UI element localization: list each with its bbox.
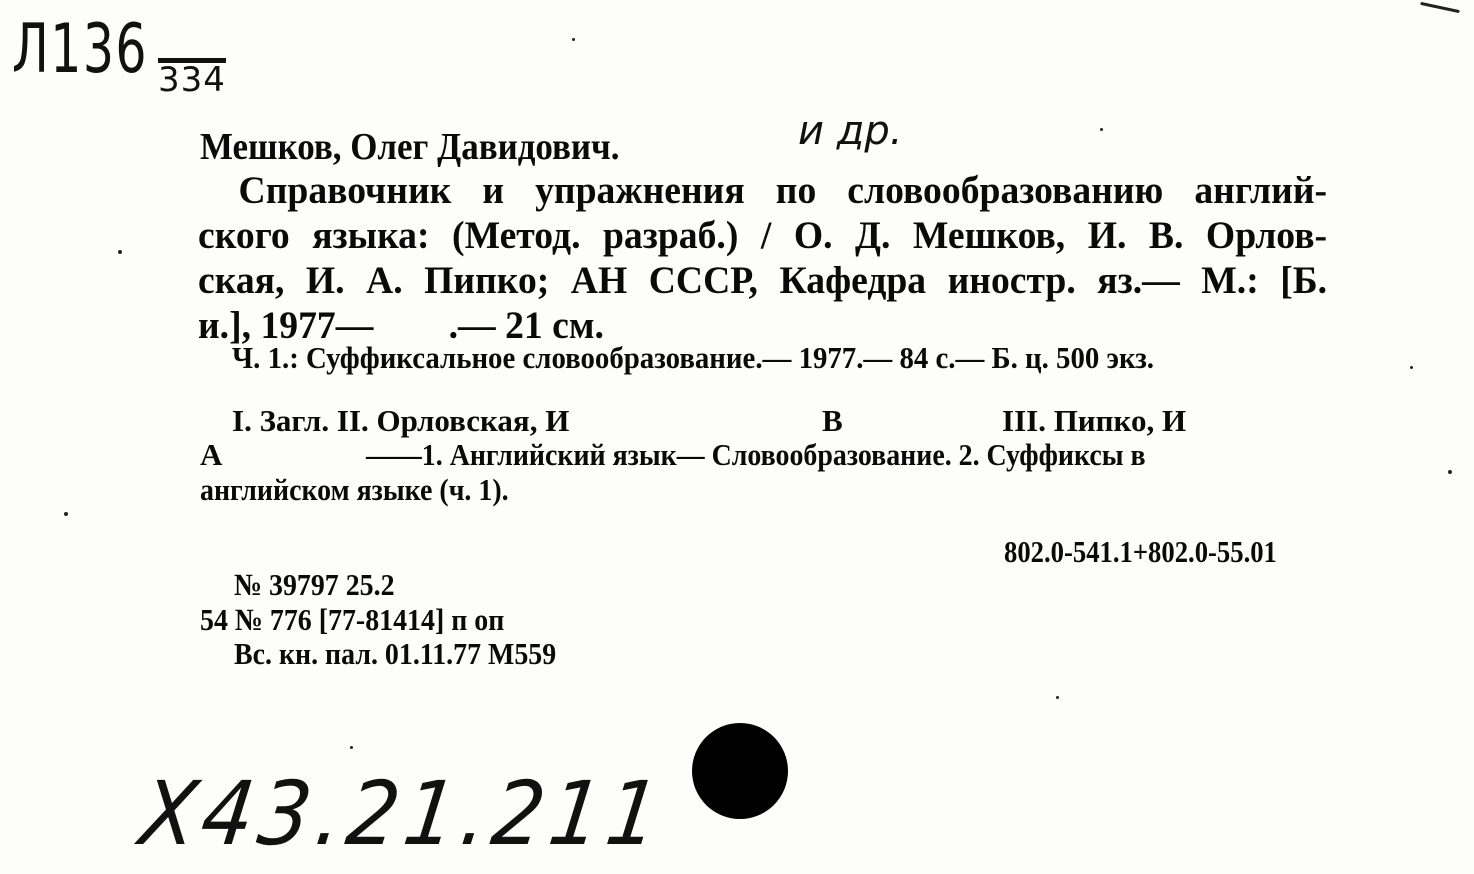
scan-speck [118, 250, 122, 254]
order-number: 54 № 776 [77-81414] п оп [200, 602, 505, 637]
author-heading: Мешков, Олег Давидович. [200, 126, 620, 168]
handwritten-note: и др. [798, 108, 903, 154]
book-chamber-note: Вс. кн. пал. 01.11.77 М559 [234, 636, 557, 671]
tracing-segment: III. Пипко, И [1002, 403, 1187, 438]
punch-hole [692, 723, 788, 819]
description-line: Справочник и упражнения по словообразованию англий- [238, 169, 1328, 212]
shelf-mark: Л136 [12, 10, 149, 89]
description-line: и.], 1977— .— 21 см. [198, 304, 604, 347]
scan-speck [1420, 2, 1460, 13]
shelf-mark-sub: 334 [158, 60, 226, 100]
scan-speck [1448, 470, 1452, 474]
description-line: ского языка: (Метод. разраб.) / О. Д. Мешков, И. В. Орлов- [198, 214, 1328, 257]
scan-speck [350, 746, 353, 749]
description-line: ская, И. А. Пипко; АН СССР, Кафедра иностр. яз.— М.: [Б. [198, 259, 1328, 302]
scan-speck [1056, 696, 1059, 699]
scan-speck [572, 38, 575, 41]
scan-speck [64, 512, 68, 516]
tracing-segment: I. Загл. II. Орловская, И [232, 403, 570, 438]
registry-number: № 39797 25.2 [234, 567, 395, 602]
part-note: Ч. 1.: Суффиксальное словообразование.— 1977.— 84 с.— Б. ц. 500 экз. [232, 340, 1154, 375]
scan-speck [1410, 366, 1413, 369]
title-description [198, 168, 1327, 348]
tracing-segment: В [822, 403, 843, 438]
classification-code: 802.0-541.1+802.0-55.01 [1004, 534, 1277, 569]
tracing-segment: А [200, 437, 223, 472]
tracing-segment: ——1. Английский язык— Словообразование. 2. Суффиксы в [366, 437, 1146, 472]
tracings-line-3: английском языке (ч. 1). [200, 472, 509, 507]
handwritten-bottom-code: Х43.21.211 [134, 762, 671, 865]
scan-speck [1100, 128, 1103, 131]
